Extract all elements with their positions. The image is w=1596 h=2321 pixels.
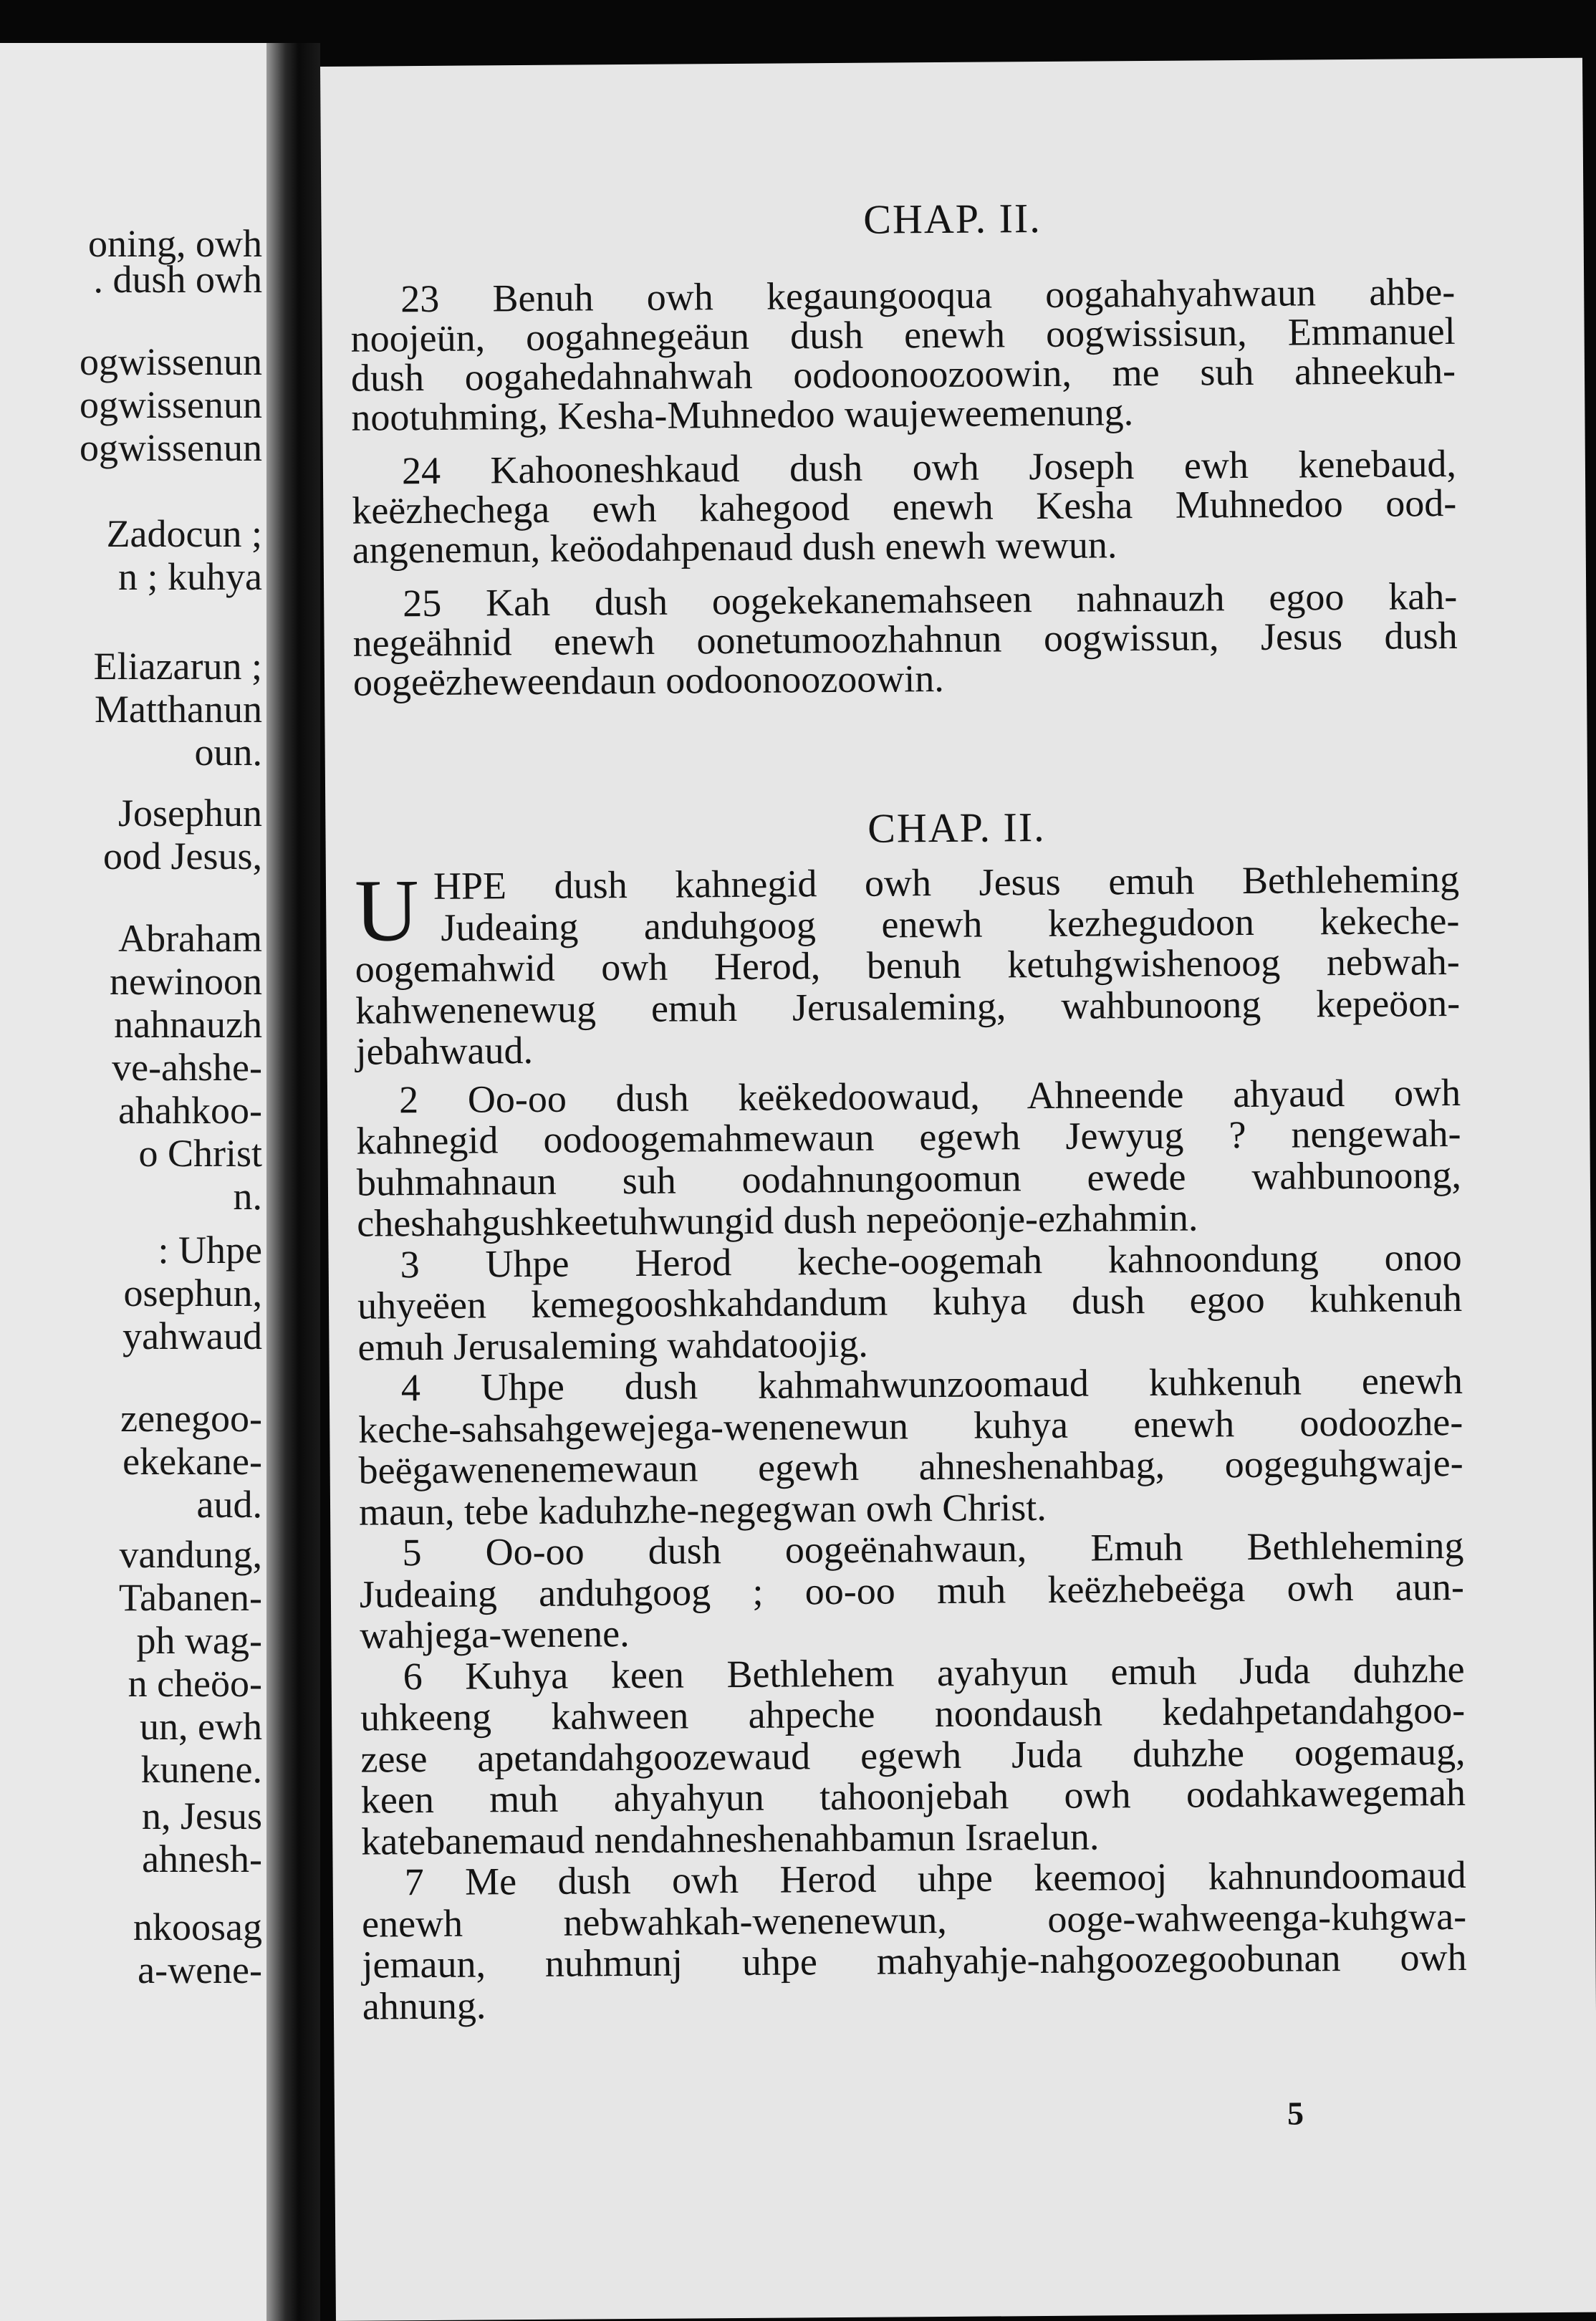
left-page-line: a-wene- bbox=[138, 1948, 262, 1991]
verse-line: cheshahgushkeetuhwungid dush nepeöonje-ezhahmin. bbox=[357, 1196, 1198, 1245]
chapter-verses bbox=[320, 58, 1582, 67]
verse-line: keche-sahsahgewejega-wenenewun kuhya enewh oodoozhe- bbox=[358, 1400, 1463, 1451]
verse-line: maun, tebe kaduhzhe-negegwan owh Christ. bbox=[358, 1485, 1047, 1534]
left-page-line: ahnesh- bbox=[142, 1837, 262, 1880]
left-page-line: o Christ bbox=[138, 1132, 262, 1175]
left-page-line: n, Jesus bbox=[141, 1794, 262, 1837]
verse-line: 6 Kuhya keen Bethlehem ayahyun emuh Juda duhzhe bbox=[403, 1647, 1465, 1698]
left-page-line: osephun, bbox=[123, 1272, 262, 1315]
left-page-line: n cheöo- bbox=[128, 1662, 262, 1705]
left-page-line: yahwaud bbox=[122, 1315, 262, 1357]
left-page-line: ekekane- bbox=[122, 1440, 262, 1483]
left-page-line: vandung, bbox=[119, 1533, 262, 1576]
verse-line: kahnegid oodoogemahmewaun egewh Jewyug ? nengewah- bbox=[356, 1111, 1461, 1163]
previous-chapter-verses bbox=[320, 58, 1582, 67]
left-page-line: zenegoo- bbox=[120, 1397, 262, 1440]
left-page-line: ahahkoo- bbox=[118, 1089, 262, 1132]
left-page-line: : Uhpe bbox=[158, 1229, 262, 1272]
verse-line: buhmahnaun suh oodahnungoomun ewede wahbunoong, bbox=[356, 1153, 1462, 1204]
verse-line: 23 Benuh owh kegaungooqua oogahahyahwaun ahbe- bbox=[400, 269, 1456, 321]
verse-line: emuh Jerusaleming wahdatoojig. bbox=[357, 1322, 869, 1369]
verse-line: zese apetandahgoozewaud egewh Juda duhzhe oogemaug, bbox=[360, 1729, 1466, 1781]
verse-line: enewh nebwahkah-wenenewun, ooge-wahweenga-kuhgwa- bbox=[361, 1894, 1467, 1946]
left-page-line: n ; kuhya bbox=[118, 555, 262, 598]
left-page-line: Abraham bbox=[118, 917, 262, 960]
verse-line: negeähnid enewh oonetumoozhahnun oogwissun, Jesus dush bbox=[352, 613, 1458, 665]
verse-line: 4 Uhpe dush kahmahwunzoomaud kuhkenuh enewh bbox=[400, 1358, 1463, 1410]
left-page-line: ogwissenun bbox=[80, 383, 262, 426]
verse-line: 25 Kah dush oogekekanemahseen nahnauzh egoo kah- bbox=[403, 574, 1458, 625]
left-page-line: Eliazarun ; bbox=[93, 645, 262, 688]
left-page-line: aud. bbox=[196, 1483, 262, 1526]
verse-line: angenemun, keöodahpenaud dush enewh wewun. bbox=[352, 523, 1117, 572]
left-page-line: ogwissenun bbox=[80, 340, 262, 383]
verse-line: oogemahwid owh Herod, benuh ketuhgwishenoog nebwah- bbox=[355, 939, 1460, 991]
verse-line: uhyeëen kemegooshkahdandum kuhya dush egoo kuhkenuh bbox=[357, 1276, 1463, 1327]
left-page-line: ve-ahshe- bbox=[112, 1046, 262, 1089]
left-page-line: ph wag- bbox=[136, 1619, 262, 1662]
left-page-line: oun. bbox=[194, 731, 262, 774]
verse-line: nootuhming, Kesha-Muhnedoo waujeweemenung. bbox=[351, 390, 1134, 439]
verse-line: 24 Kahooneshkaud dush owh Joseph ewh kenebaud, bbox=[401, 441, 1457, 493]
drop-cap: U bbox=[354, 861, 420, 960]
left-page-line: Josephun bbox=[118, 792, 262, 835]
verse-line: noojeün, oogahnegeäun dush enewh oogwissisun, Emmanuel bbox=[350, 309, 1456, 360]
left-page-line: nahnauzh bbox=[114, 1003, 262, 1046]
verse-line: uhkeeng kahween ahpeche noondaush kedahpetandahgoo- bbox=[360, 1688, 1466, 1739]
left-page-line: Zadocun ; bbox=[106, 512, 262, 555]
verse-line: Judeaing anduhgoog enewh kezhegudoon kekeche- bbox=[441, 898, 1460, 949]
left-page-line: oning, owh bbox=[88, 222, 262, 265]
chapter-heading: CHAP. II. bbox=[867, 803, 1046, 852]
verse-line: 5 Oo-oo dush oogeënahwaun, Emuh Bethleheming bbox=[402, 1523, 1464, 1575]
verse-line: HPE dush kahnegid owh Jesus emuh Bethleheming bbox=[433, 857, 1460, 908]
left-page-line: Tabanen- bbox=[118, 1576, 262, 1619]
main-page bbox=[320, 58, 1596, 2321]
verse-line: kahwenenewug emuh Jerusaleming, wahbunoong kepeöon- bbox=[355, 981, 1461, 1032]
verse-line: dush oogahedahnahwah oodoonoozoowin, me suh ahneekuh- bbox=[350, 348, 1456, 400]
left-page-line: kunene. bbox=[140, 1748, 262, 1791]
verse-line: jebahwaud. bbox=[355, 1028, 534, 1073]
verse-line: 3 Uhpe Herod keche-oogemah kahnoondung onoo bbox=[400, 1235, 1462, 1286]
verse-line: 7 Me dush owh Herod uhpe keemooj kahnundoomaud bbox=[404, 1853, 1466, 1904]
left-page bbox=[0, 43, 266, 2321]
left-page-line: . dush owh bbox=[93, 258, 262, 301]
left-page-line: Matthanun bbox=[95, 688, 262, 731]
verse-line: katebanemaud nendahneshenahbamun Israelun. bbox=[361, 1814, 1100, 1863]
verse-line: ahnung. bbox=[362, 1983, 486, 2028]
verse-line: jemaun, nuhmunj uhpe mahyahje-nahgoozegoobunan owh bbox=[362, 1935, 1467, 1986]
book-gutter bbox=[266, 43, 320, 2321]
left-page-line: un, ewh bbox=[140, 1705, 262, 1748]
left-page-line: nkoosag bbox=[133, 1906, 262, 1948]
verse-line: 2 Oo-oo dush keëkedoowaud, Ahneende ahyaud owh bbox=[398, 1070, 1461, 1121]
running-head: CHAP. II. bbox=[863, 194, 1042, 243]
page-number: 5 bbox=[1287, 2095, 1304, 2132]
verse-line: keen muh ahyahyun tahoonjebah owh oodahkawegemah bbox=[360, 1770, 1466, 1822]
verse-line: oogeëzheweendaun oodoonoozoowin. bbox=[352, 656, 944, 704]
verse-line: beëgawenenemewaun egewh ahneshenahbag, oogeguhgwaje- bbox=[358, 1441, 1463, 1492]
left-page-line: ood Jesus, bbox=[102, 835, 262, 878]
left-page-line: n. bbox=[233, 1175, 262, 1218]
left-page-line: ogwissenun bbox=[80, 426, 262, 469]
verse-line: wahjega-wenene. bbox=[360, 1612, 630, 1657]
verse-line: Judeaing anduhgoog ; oo-oo muh keëzhebeëga owh aun- bbox=[359, 1565, 1465, 1616]
left-page-line: newinoon bbox=[110, 960, 262, 1003]
verse-line: keëzhechega ewh kahegood enewh Kesha Muhnedoo ood- bbox=[352, 481, 1457, 532]
